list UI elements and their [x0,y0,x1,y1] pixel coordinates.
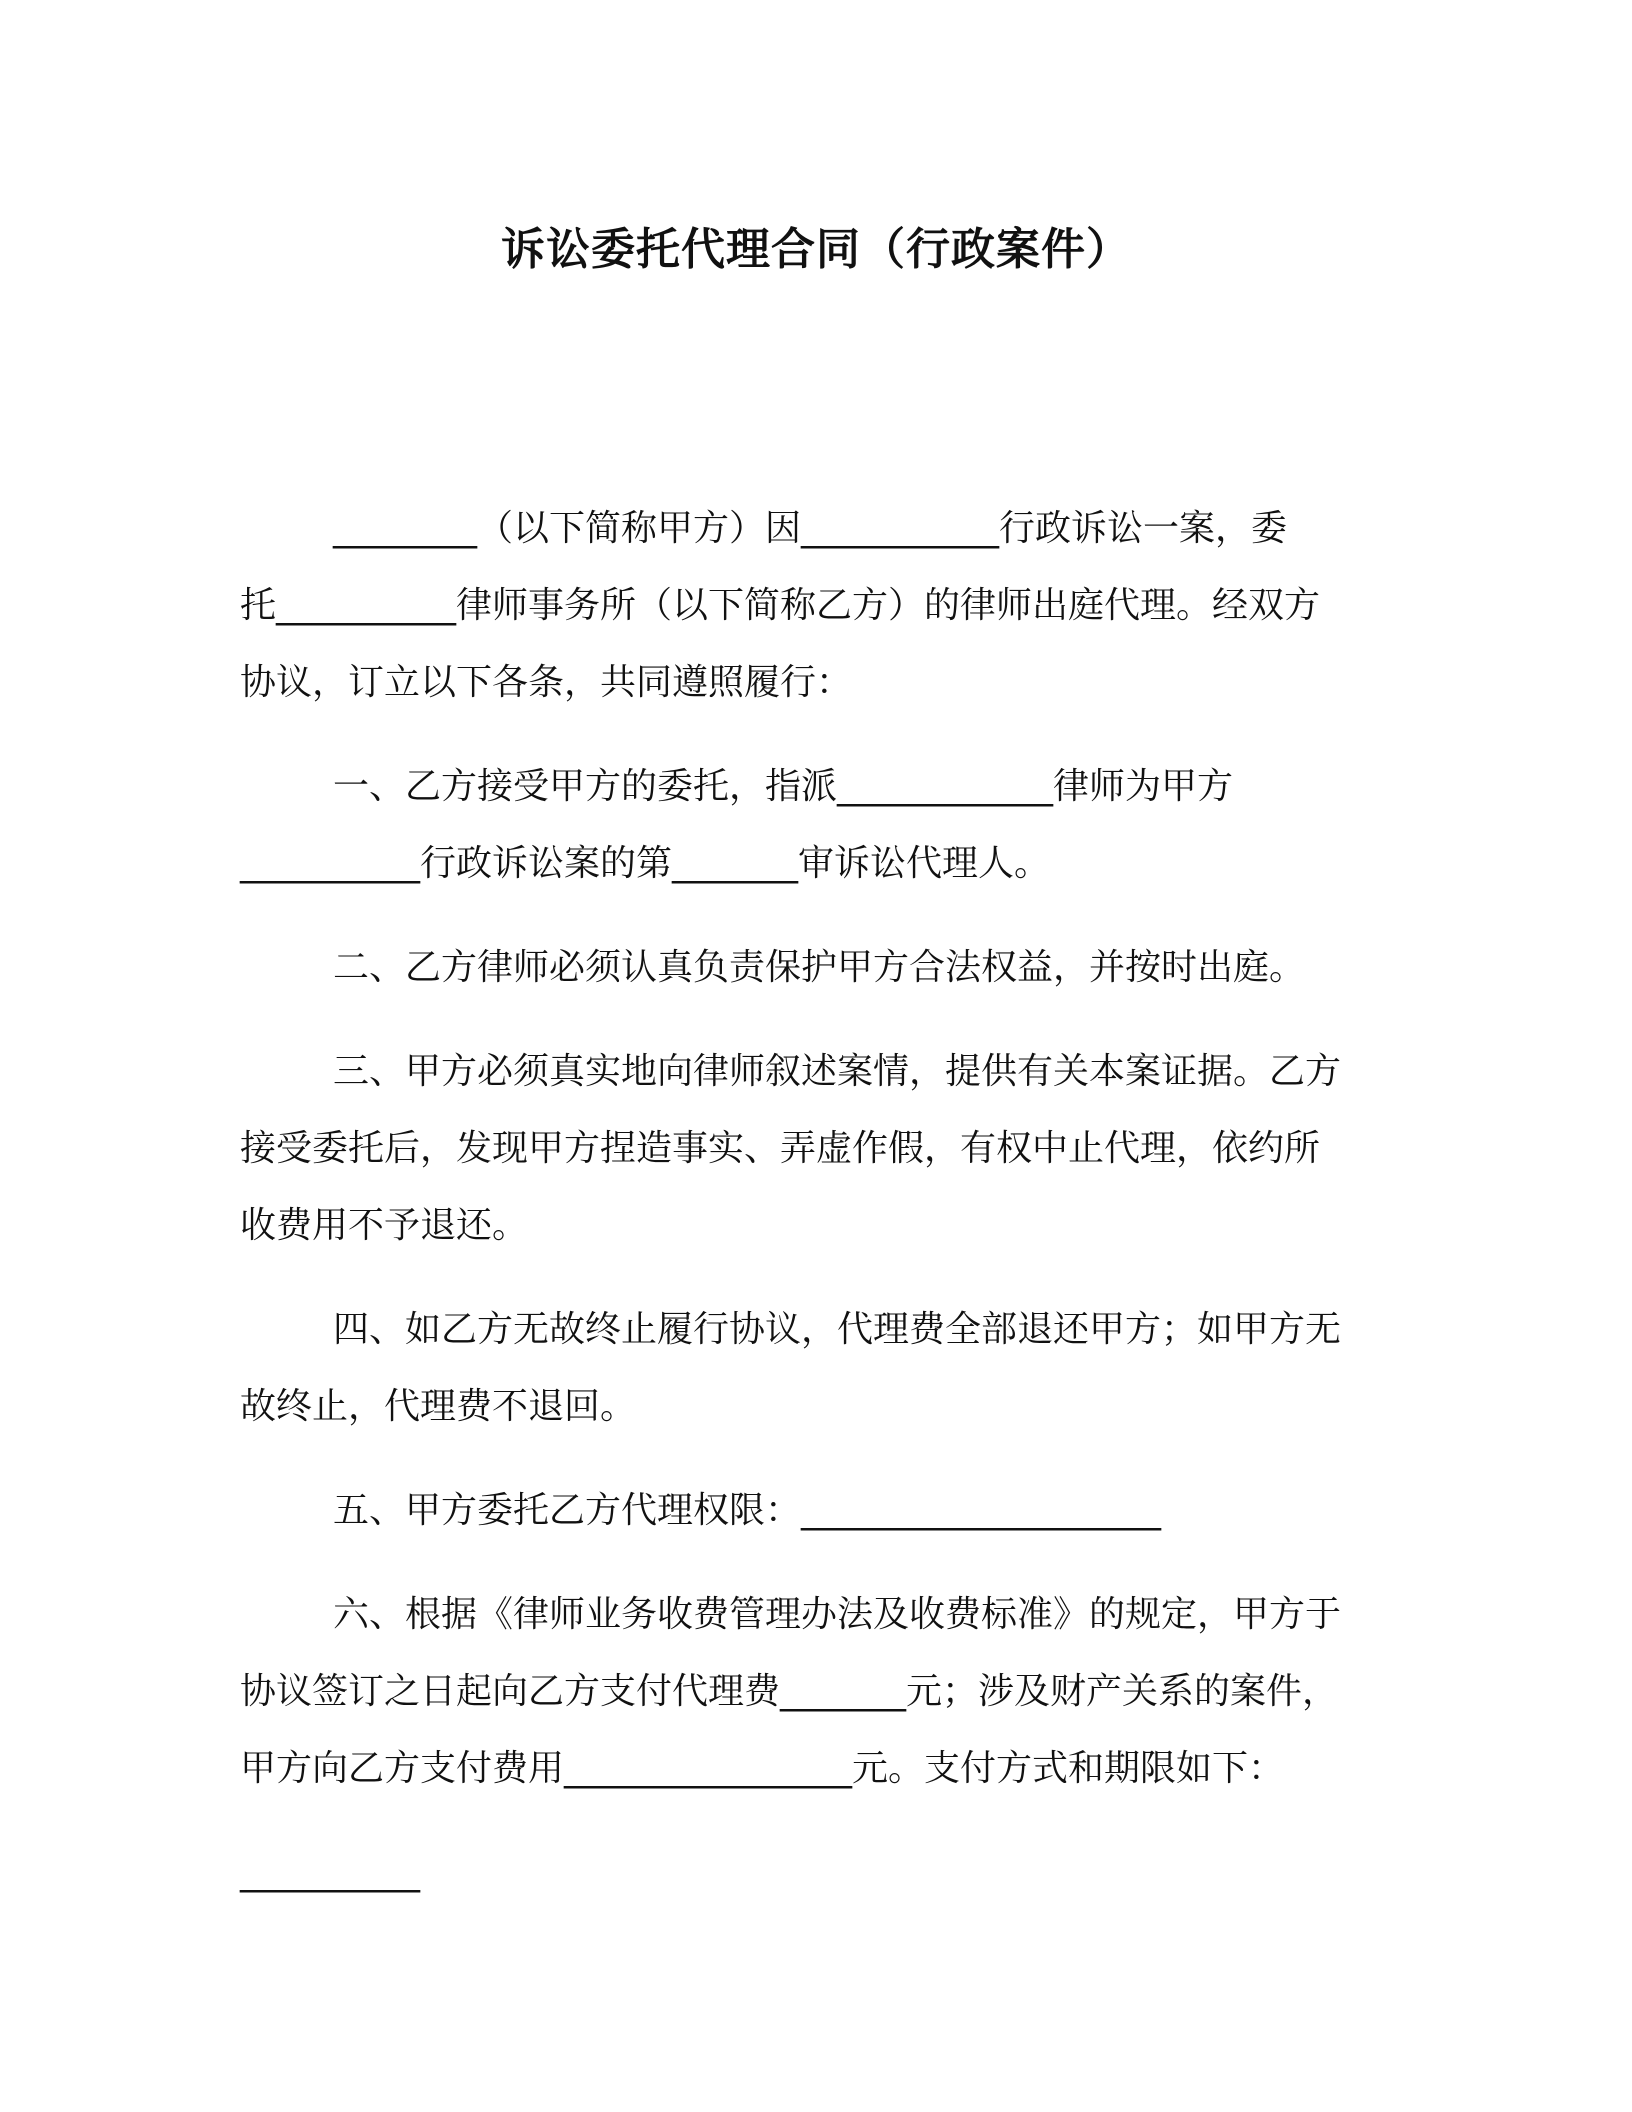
article-3-paragraph [240,1033,1380,1264]
document-body [240,490,1380,1911]
paragraph-line: 五、甲方委托乙方代理权限：____________________ [333,1490,1162,1531]
paragraph-line: 六、根据《律师业务收费管理办法及收费标准》的规定，甲方于 [333,1594,1342,1635]
article-1-paragraph [240,748,1380,902]
article-4-paragraph [240,1291,1380,1445]
intro-paragraph [240,490,1380,721]
paragraph-line: 一、乙方接受甲方的委托，指派____________律师为甲方 [333,766,1234,807]
paragraph-line: __________行政诉讼案的第_______审诉讼代理人。 [240,843,1051,884]
paragraph-line: 甲方向乙方支付费用________________元。支付方式和期限如下： [240,1748,1285,1789]
document-title: 诉讼委托代理合同（行政案件） [501,224,1131,275]
paragraph-line: 故终止，代理费不退回。 [240,1386,637,1427]
paragraph-line: ________（以下简称甲方）因___________行政诉讼一案，委 [333,508,1288,549]
paragraph-line: 三、甲方必须真实地向律师叙述案情，提供有关本案证据。乙方 [333,1051,1342,1092]
paragraph-line: 二、乙方律师必须认真负责保护甲方合法权益，并按时出庭。 [333,947,1306,988]
paragraph-line: 四、如乙方无故终止履行协议，代理费全部退还甲方；如甲方无 [333,1309,1342,1350]
paragraph-line: 接受委托后，发现甲方捏造事实、弄虚作假，有权中止代理，依约所 [240,1128,1321,1169]
paragraph-line: 协议签订之日起向乙方支付代理费_______元；涉及财产关系的案件， [240,1671,1339,1712]
article-6-paragraph [240,1576,1380,1807]
article-5-paragraph [240,1472,1380,1549]
paragraph-line: 收费用不予退还。 [240,1205,529,1246]
article-2-paragraph [240,929,1380,1006]
payment-terms-blank: __________ [240,1852,420,1893]
paragraph-line: 托__________律师事务所（以下简称乙方）的律师出庭代理。经双方 [240,585,1321,626]
paragraph-line: 协议，订立以下各条，共同遵照履行： [240,662,853,703]
